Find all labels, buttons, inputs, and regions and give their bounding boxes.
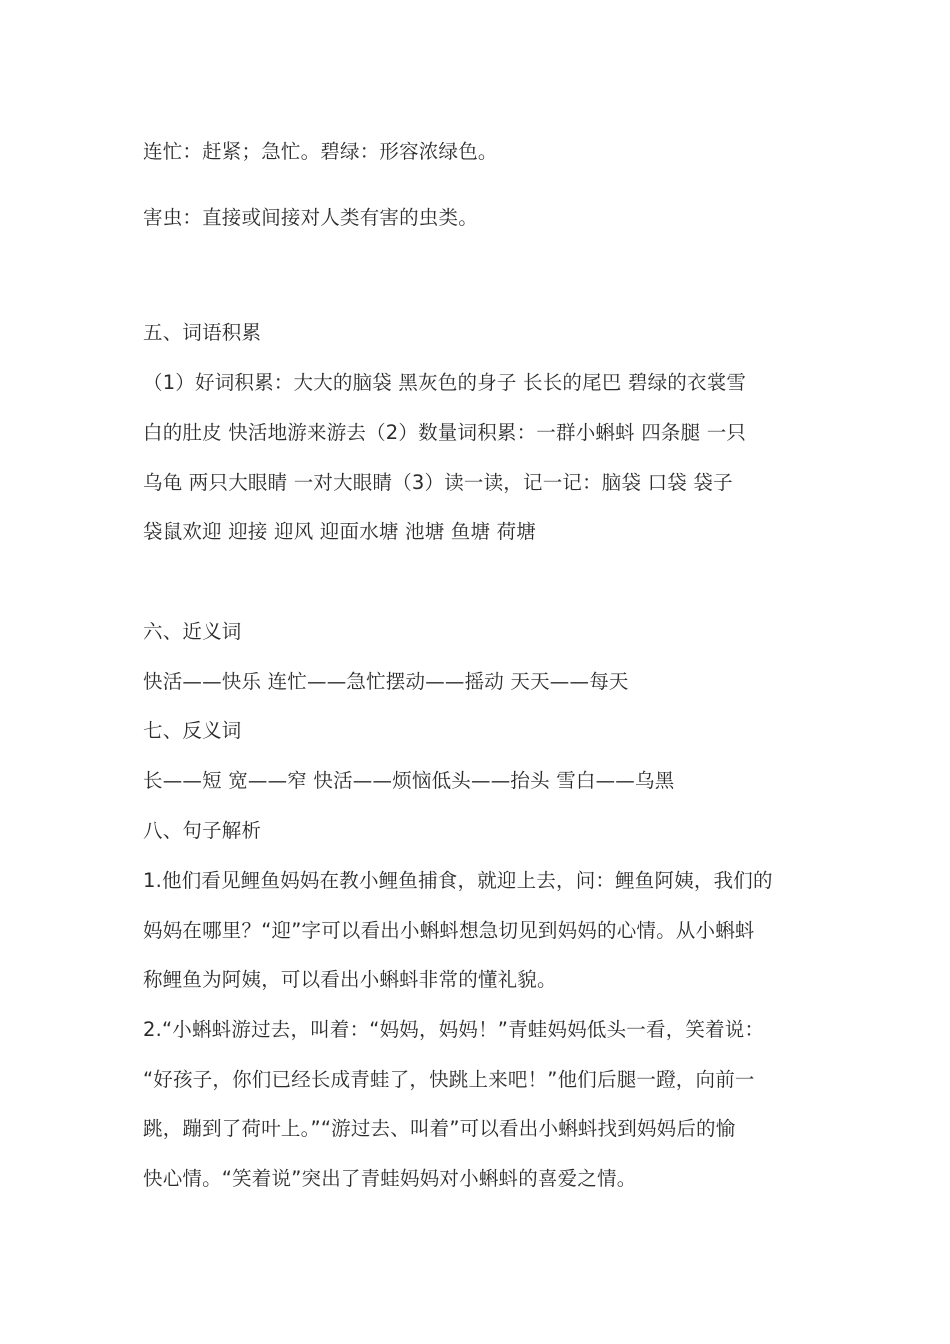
section-heading-sentence-analysis: 八、句子解析 [143,819,262,842]
analysis-line: 妈妈在哪里？“迎”字可以看出小蝌蚪想急切见到妈妈的心情。从小蝌蚪 [143,919,755,942]
analysis-line: “好孩子，你们已经长成青蛙了，快跳上来吧！”他们后腿一蹬，向前一 [143,1068,755,1091]
antonyms-line: 长——短 宽——窄 快活——烦恼低头——抬头 雪白——乌黑 [143,769,675,792]
section-heading-vocabulary: 五、词语积累 [143,321,262,344]
analysis-line: 1.他们看见鲤鱼妈妈在教小鲤鱼捕食，就迎上去，问：鲤鱼阿姨，我们的 [143,869,773,892]
analysis-line: 2.“小蝌蚪游过去，叫着：“妈妈，妈妈！”青蛙妈妈低头一看，笑着说： [143,1018,765,1041]
vocabulary-line: 白的肚皮 快活地游来游去（2）数量词积累：一群小蝌蚪 四条腿 一只 [143,421,747,444]
vocabulary-line: 乌龟 两只大眼睛 一对大眼睛（3）读一读，记一记：脑袋 口袋 袋子 [143,471,733,494]
vocabulary-line: （1）好词积累：大大的脑袋 黑灰色的身子 长长的尾巴 碧绿的衣裳雪 [143,371,747,394]
analysis-line: 跳，蹦到了荷叶上。”“游过去、叫着”可以看出小蝌蚪找到妈妈后的愉 [143,1117,736,1140]
analysis-line: 快心情。“笑着说”突出了青蛙妈妈对小蝌蚪的喜爱之情。 [143,1167,637,1190]
section-heading-synonyms: 六、近义词 [143,620,242,643]
vocabulary-line: 袋鼠欢迎 迎接 迎风 迎面水塘 池塘 鱼塘 荷塘 [143,520,536,543]
definition-line: 连忙：赶紧；急忙。碧绿：形容浓绿色。 [143,140,498,163]
definition-line: 害虫：直接或间接对人类有害的虫类。 [143,206,478,229]
section-heading-antonyms: 七、反义词 [143,719,242,742]
analysis-line: 称鲤鱼为阿姨，可以看出小蝌蚪非常的懂礼貌。 [143,968,557,991]
synonyms-line: 快活——快乐 连忙——急忙摆动——摇动 天天——每天 [143,670,629,693]
